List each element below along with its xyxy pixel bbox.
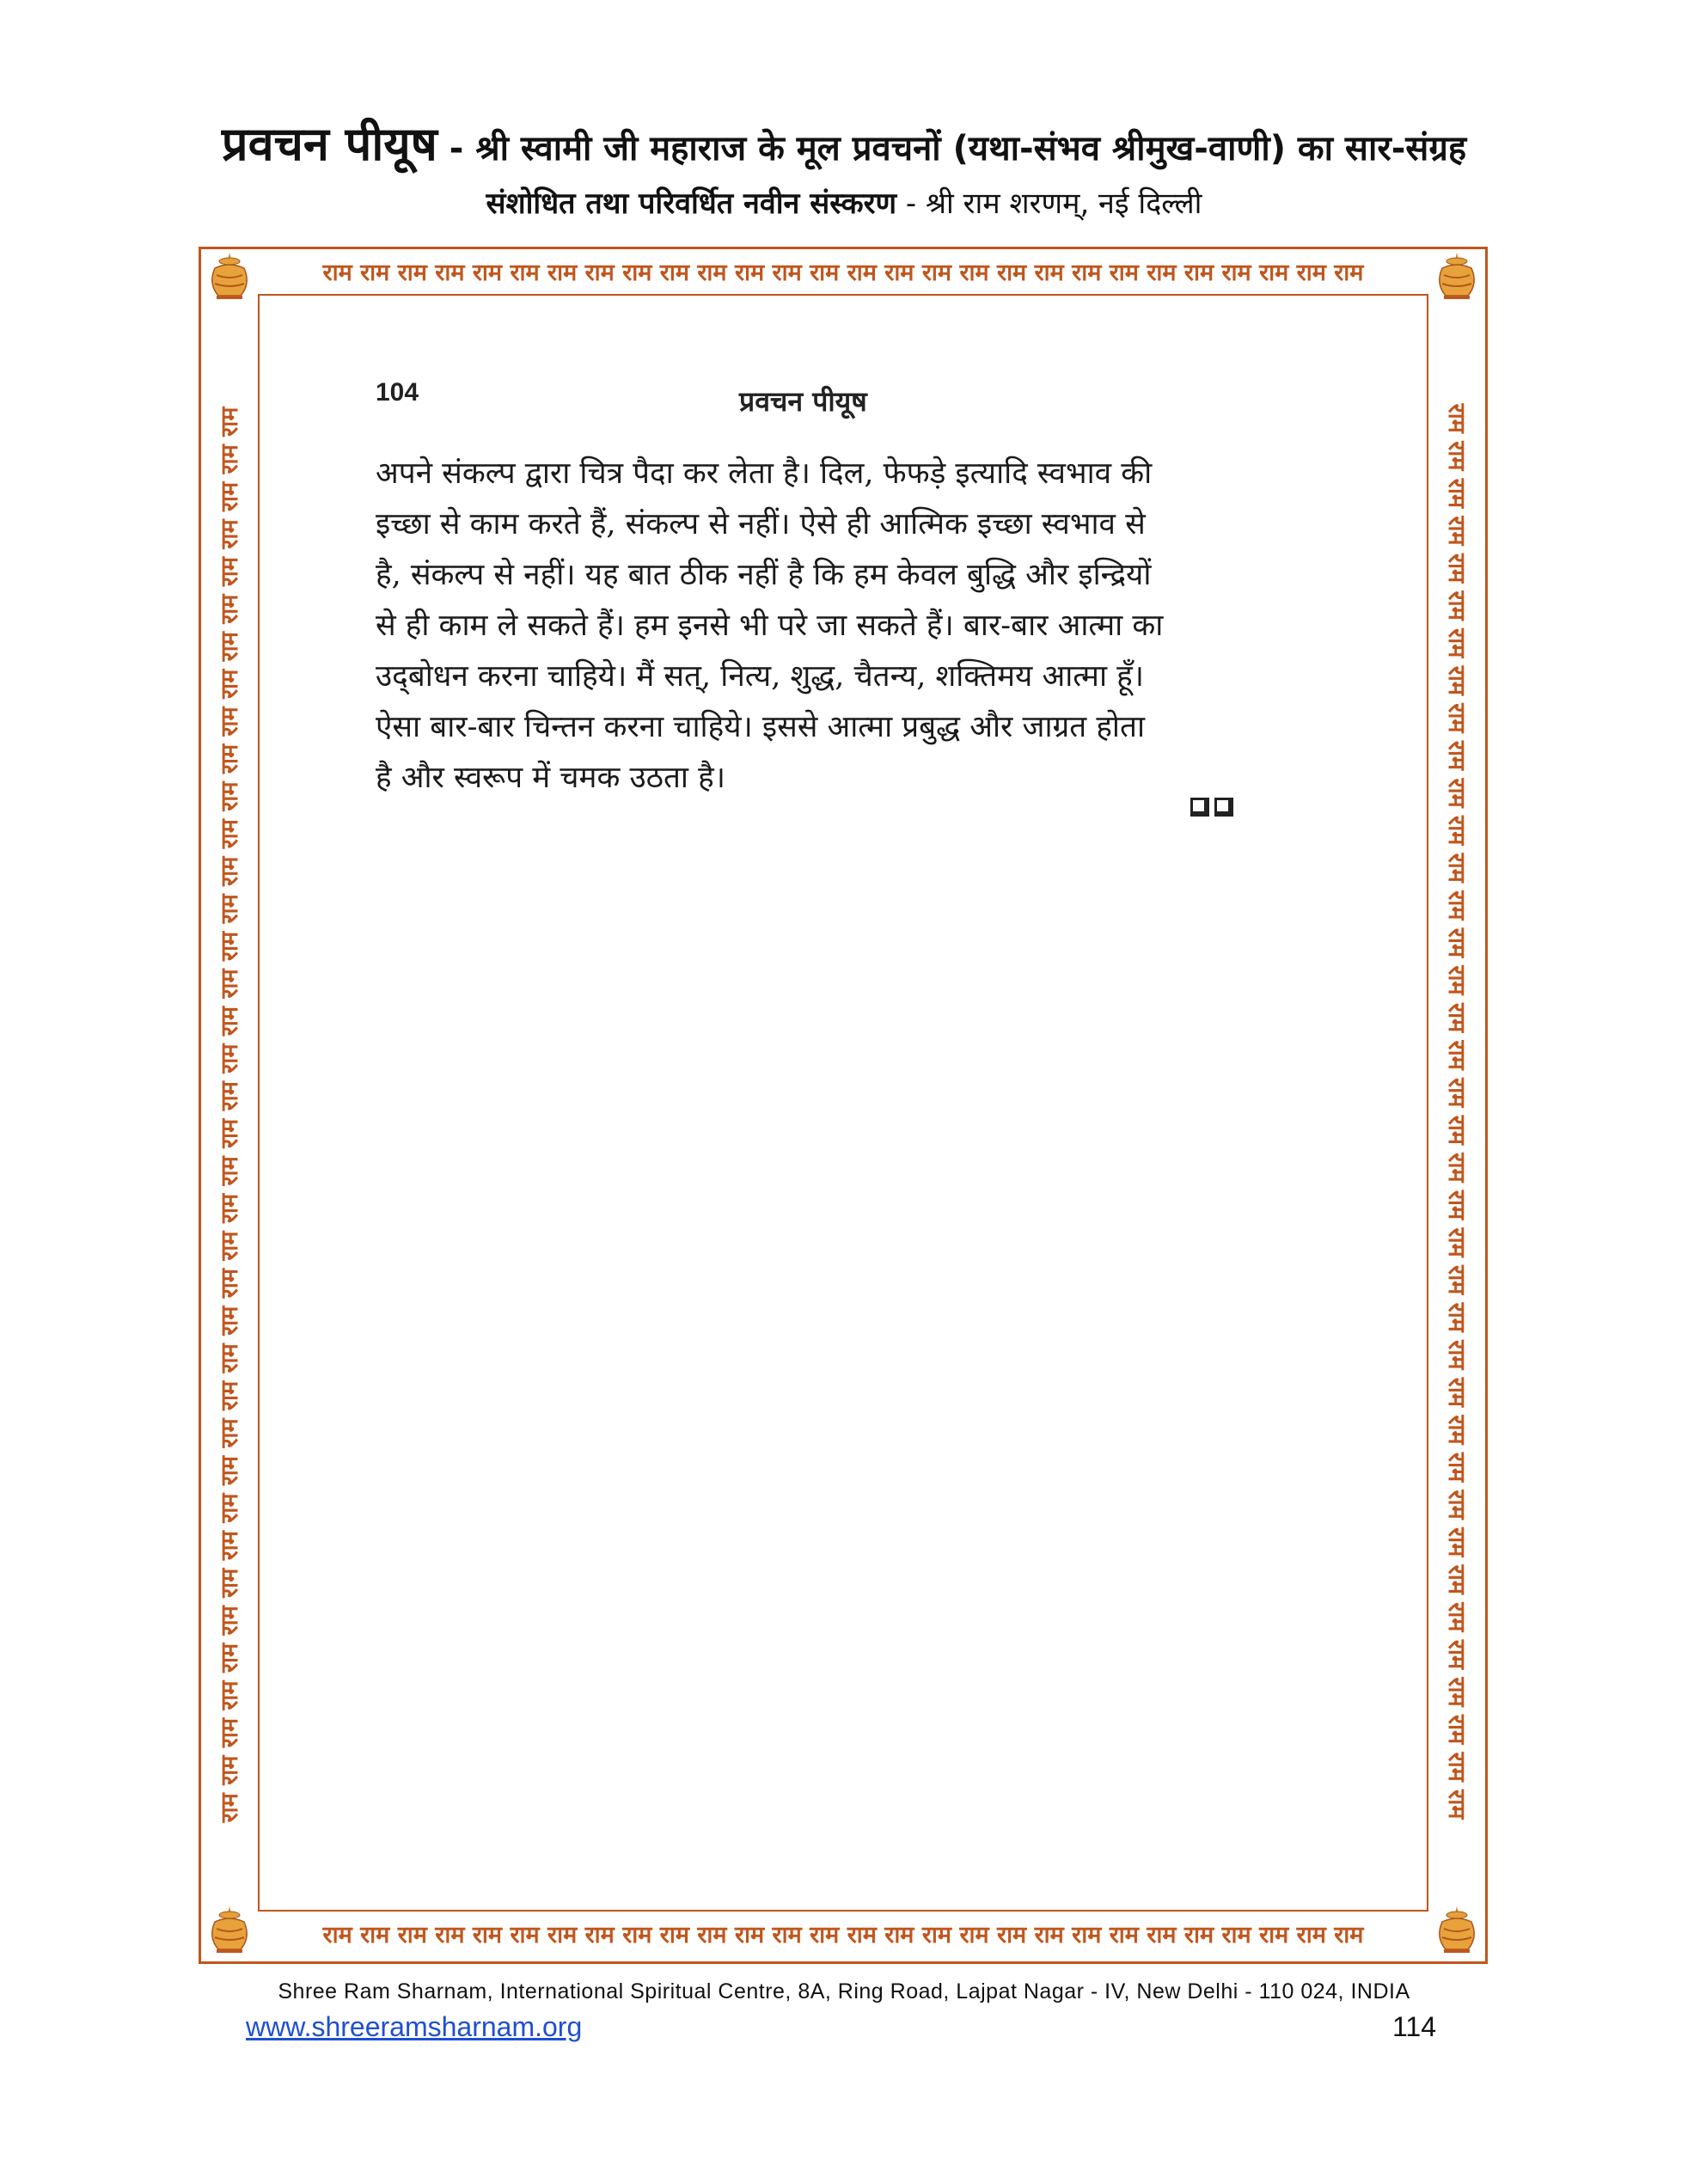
website-link[interactable]: www.shreeramsharnam.org	[246, 2011, 583, 2042]
footer-address: Shree Ram Sharnam, International Spiritual Centre, 8A, Ring Road, Lajpat Nagar - IV, New Delhi - 110 024, INDIA	[278, 1979, 1410, 2004]
section-end-mark-icon	[1190, 798, 1233, 817]
kalash-corner-icon	[1430, 1903, 1483, 1956]
ram-border-top: राम राम राम राम राम राम राम राम राम राम राम राम राम राम राम राम राम राम राम राम राम राम राम राम राम राम राम राम	[322, 260, 1364, 286]
square-bullet-icon	[1214, 798, 1233, 817]
body-line: उद्‌बोधन करना चाहिये। मैं सत्, नित्य, शुद्ध, चैतन्य, शक्तिमय आत्मा हूँ।	[376, 659, 1145, 694]
body-line: है और स्वरूप में चमक उठता है।	[376, 761, 725, 795]
header-publisher: - श्री राम शरणम्, नई दिल्ली	[896, 187, 1202, 221]
body-line: अपने संकल्प द्वारा चित्र पैदा कर लेता है। दिल, फेफड़े इत्यादि स्वभाव की	[376, 456, 1153, 491]
document-header-subtitle	[0, 182, 1688, 222]
header-book-title: प्रवचन पीयूष	[221, 117, 437, 171]
kalash-corner-icon	[203, 1903, 256, 1956]
header-edition: संशोधित तथा परिवर्धित नवीन संस्करण	[486, 187, 897, 221]
body-line: इच्छा से काम करते हैं, संकल्प से नहीं। ऐसे ही आत्मिक इच्छा स्वभाव से	[376, 507, 1146, 541]
ram-border-left: राम राम राम राम राम राम राम राम राम राम राम राम राम राम राम राम राम राम राम राम राम राम राम राम राम राम राम राम राम राम राम राम राम राम राम राम राम राम	[217, 407, 243, 1823]
body-paragraph	[376, 449, 1252, 804]
kalash-corner-icon	[1430, 249, 1483, 303]
body-line: है, संकल्प से नहीं। यह बात ठीक नहीं है कि हम केवल बुद्धि और इन्द्रियों	[376, 558, 1152, 592]
footer-page-number: 114	[1392, 2011, 1437, 2042]
square-bullet-icon	[1190, 798, 1209, 817]
header-description: - श्री स्वामी जी महाराज के मूल प्रवचनों (यथा-संभव श्रीमुख-वाणी) का सार-संग्रह	[437, 129, 1467, 168]
body-line: ऐसा बार-बार चिन्तन करना चाहिये। इससे आत्मा प्रबुद्ध और जाग्रत होता	[376, 710, 1146, 744]
kalash-corner-icon	[203, 249, 256, 303]
book-running-title: प्रवचन पीयूष	[739, 385, 867, 418]
ram-border-bottom: राम राम राम राम राम राम राम राम राम राम राम राम राम राम राम राम राम राम राम राम राम राम राम राम राम राम राम राम	[322, 1922, 1364, 1948]
book-page-number: 104	[376, 378, 419, 407]
document-header-title	[0, 110, 1688, 174]
ram-border-right: राम राम राम राम राम राम राम राम राम राम राम राम राम राम राम राम राम राम राम राम राम राम राम राम राम राम राम राम राम राम राम राम राम राम राम राम राम राम	[1443, 403, 1470, 1820]
body-line: से ही काम ले सकते हैं। हम इनसे भी परे जा सकते हैं। बार-बार आत्मा का	[376, 609, 1164, 643]
